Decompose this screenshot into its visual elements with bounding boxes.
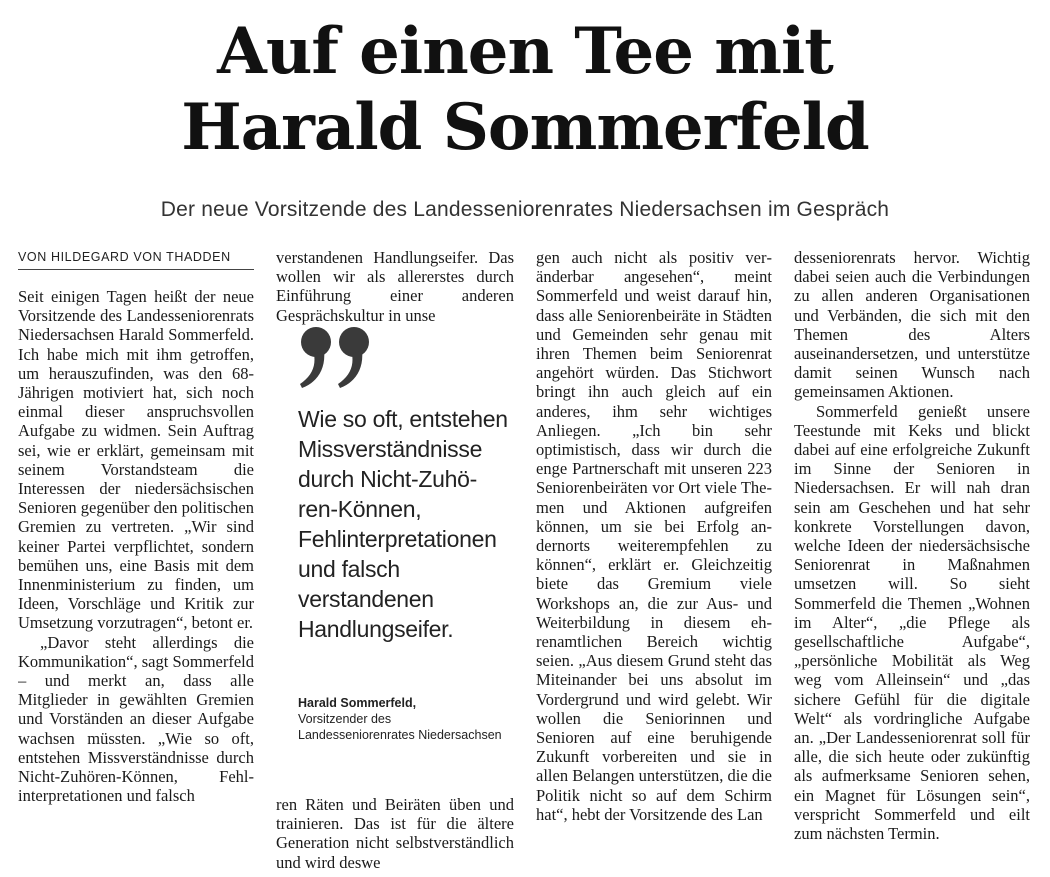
- closing-double-quote-icon: [294, 316, 384, 396]
- paragraph: „Davor steht allerdings die Kommunikation“, sagt Sommerfeld – und merkt an, dass alle Mitglieder in gewählten Gremien und Vorständen an dieser Aufgabe wachsen müssten. „Wie so oft, entstehen Missverständnisse durch Nicht-Zuhören-Können, Fehlinterpretationen und falsch: [18, 632, 254, 806]
- pullquote-text: Wie so oft, entstehen Missverständnisse durch Nicht-Zuhören-Können, Fehlinterpretationen und falsch verstandenen Handlungseifer.: [298, 406, 508, 642]
- paragraph: ren Räten und Beiräten üben und trainieren. Das ist für die ältere Generation nicht selbstverständlich und wird deswe: [276, 795, 514, 872]
- paragraph: verstandenen Handlungseifer. Das wollen wir als allererstes durch Einführung einer anderen Gesprächskultur in unse: [276, 248, 514, 325]
- paragraph: desseniorenrats hervor. Wichtig dabei seien auch die Verbindungen zu allen anderen Organisationen und Verbänden, die sich mit den Themen des Alters auseinandersetzen, und unterstütze damit seinen Wunsch nach gemeinsamen Aktionen.: [794, 248, 1030, 402]
- subheadline: Der neue Vorsitzende des Landesseniorenrates Niedersachsen im Gespräch: [160, 198, 890, 221]
- headline-line-2: Harald Sommerfeld: [181, 90, 869, 165]
- article-column-3: [536, 248, 772, 875]
- article-column-1: [18, 287, 254, 877]
- pullquote-author-name: Harald Sommerfeld,: [298, 696, 417, 710]
- article-column-2-bottom: [276, 795, 514, 875]
- article-column-4: [794, 248, 1030, 875]
- paragraph: Seit einigen Tagen heißt der neue Vorsitzende des Landesseniorenrats Niedersachsen Harald Sommerfeld. Ich habe mich mit ihm getroffen, um herauszufinden, was den 68-Jährigen motiviert hat, sich noch einmal dieser anspruchsvollen Aufgabe zu widmen. Sein Auftrag sei, wie er erklärt, gemeinsam mit seinem Vorstandsteam die Interessen der niedersächsischen Senioren gegenüber den politischen Gremien zu vertreten. „Wir sind keiner Partei verpflichtet, sondern bemühen uns, eine Basis mit dem Innenministerium zu finden, um Ideen, Vorschläge und Kritik zur Umsetzung vorzutragen“, betont er.: [18, 287, 254, 633]
- headline-line-1: Auf einen Tee mit: [217, 14, 833, 89]
- pullquote-attribution: [298, 695, 508, 743]
- headline: [0, 14, 1050, 166]
- paragraph: gen auch nicht als positiv veränderbar angesehen“, meint Sommerfeld und weist darauf hin, dass alle Seniorenbeiräte in Städten und Gemeinden sehr genau mit ihren Themen beim Seniorenrat angehört würden. Das Stichwort bringt ihn auch gleich auf ein anderes, ihm sehr wichtiges Anliegen. „Ich bin sehr optimistisch, dass wir durch die enge Partnerschaft mit unseren 223 Seniorenbeiräten vor Ort viele Themen und Aktionen aufgreifen können, um sie bei Erfolg andernorts weiterempfehlen zu können“, erklärt er. Gleichzeitig biete das Gremium viele Workshops an, die zur Aus- und Weiterbildung in diesem ehrenamtlichen Bereich wichtig seien. „Aus diesem Grund steht das Miteinander bei uns absolut im Vordergrund und wird gelebt. Wir wollen die Seniorinnen und Senioren auf eine beruhigende Zukunft vorbereiten und sie in allen Belangen unterstützen, die die Politik nicht so auf dem Schirm hat“, hebt der Vorsitzende des Lan: [536, 248, 772, 824]
- pullquote-author-role: Vorsitzender des Landesseniorenrates Niedersachsen: [298, 712, 502, 742]
- paragraph: Sommerfeld genießt unsere Teestunde mit Keks und blickt dabei auf eine erfolgreiche Zukunft im Sinne der Senioren in Niedersachsen. Er will nah dran sein am Geschehen und hat sehr konkrete Vorstellungen davon, welche Ideen der niedersächsische Seniorenrat in Maßnahmen umsetzen will. So sieht Sommerfeld die Themen „Wohnen im Alter“, „die Pflege als gesellschaftliche Aufgabe“, „persönliche Mobilität als Weg weg vom Alleinsein“ und „das sichere Gefühl für die digitale Welt“ als vordringliche Aufgabe an. „Der Landesseniorenrat soll für alle, die sich heute oder zukünftig als aufmerksame Senioren sehen, ein Magnet für Lösungen sein“, verspricht Sommerfeld und eilt zum nächsten Termin.: [794, 401, 1030, 844]
- byline: VON HILDEGARD VON THADDEN: [18, 250, 254, 270]
